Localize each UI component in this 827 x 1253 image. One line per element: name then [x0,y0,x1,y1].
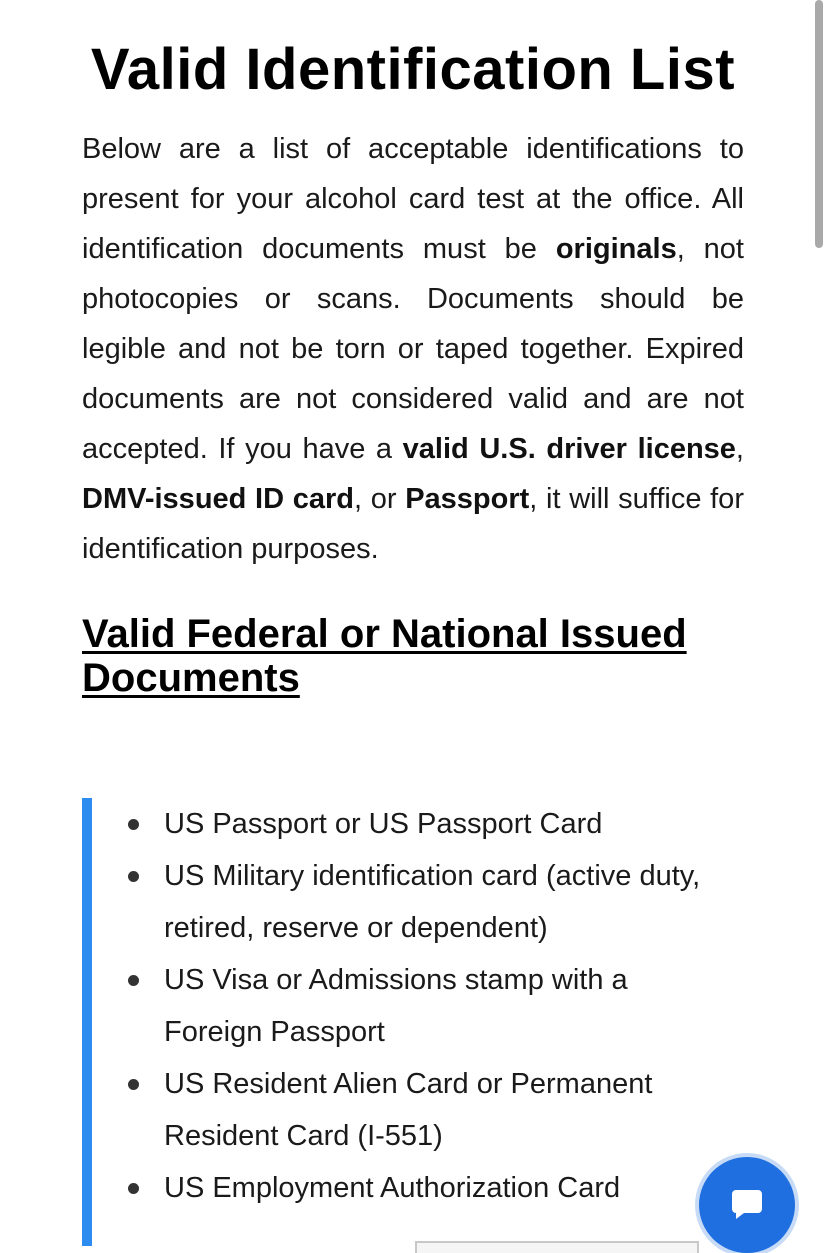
page-title: Valid Identification List [90,37,736,102]
bullet-icon [128,871,139,882]
page-content [82,0,744,700]
list-item [126,798,706,850]
bullet-icon [128,1183,139,1194]
list-item-text: US Employment Authorization Card [164,1172,621,1204]
intro-bold-originals: originals [555,233,677,265]
bullet-icon [128,1079,139,1090]
list-item-text: US Resident Alien Card or Permanent Resident Card (I-551) [164,1068,653,1152]
intro-bold-dmv-id: DMV-issued ID card [82,483,354,515]
blockquote-accent-bar [82,798,92,1246]
bullet-icon [128,819,139,830]
section-heading-federal-documents: Valid Federal or National Issued Documents [82,612,687,700]
list-item [126,850,706,954]
list-item-text: US Visa or Admissions stamp with a Foreign Passport [164,964,628,1048]
chat-bubble-icon [730,1187,764,1221]
intro-paragraph [82,124,744,574]
list-item [126,1058,706,1162]
intro-text-2: , not photocopies or scans. Documents should be legible and not be torn or taped together. Expired documents are not considered valid and are not accepted. If you have a [82,233,744,465]
federal-documents-block [82,798,702,1246]
intro-bold-passport: Passport [405,483,530,515]
federal-documents-list [126,798,706,1214]
list-item-text: US Military identification card (active duty, retired, reserve or dependent) [164,860,701,944]
scrollbar-thumb[interactable] [815,0,823,248]
partial-content-box [415,1241,699,1253]
intro-text-5: , it will suffice for identification purposes. [82,483,744,565]
chat-button[interactable] [699,1157,795,1253]
list-item [126,954,706,1058]
bullet-icon [128,975,139,986]
intro-text-1: Below are a list of acceptable identifications to present for your alcohol card test at the office. All identification documents must be [82,133,744,265]
list-item [126,1162,706,1214]
list-item-text: US Passport or US Passport Card [164,808,603,840]
intro-text-3: , [735,433,744,465]
intro-text-4: , or [353,483,406,515]
intro-bold-driver-license: valid U.S. driver license [402,433,736,465]
